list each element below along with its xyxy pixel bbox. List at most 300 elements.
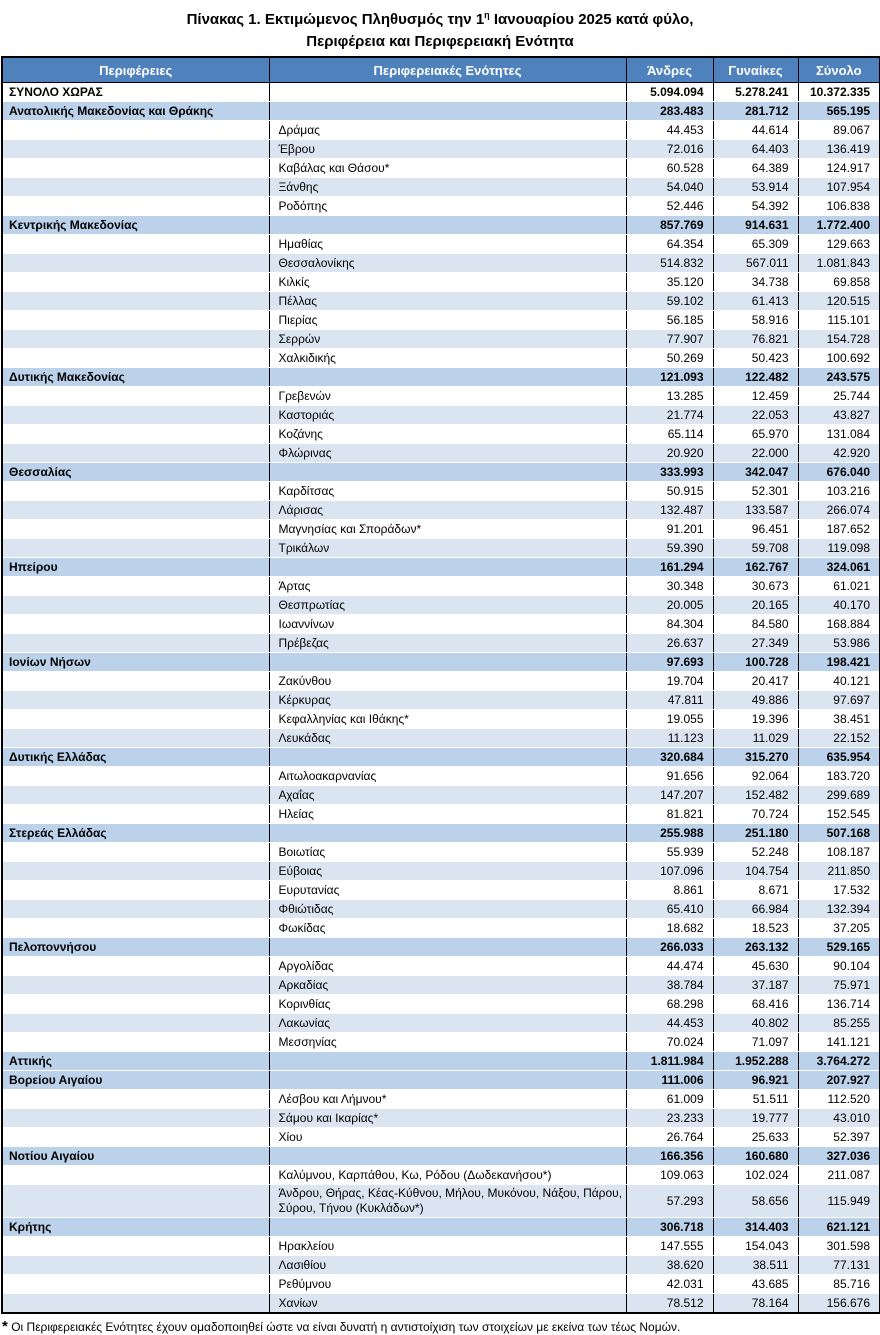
unit-row <box>2 520 880 539</box>
females-value-cell: 22.053 <box>713 406 798 425</box>
unit-name-cell <box>269 368 626 387</box>
table-title <box>0 0 880 53</box>
total-value-cell: 529.165 <box>798 938 880 957</box>
unit-row <box>2 976 880 995</box>
females-value-cell: 71.097 <box>713 1033 798 1052</box>
unit-name-cell <box>269 558 626 577</box>
total-value-cell: 61.021 <box>798 577 880 596</box>
total-value-cell: 112.520 <box>798 1090 880 1109</box>
unit-name-cell: Ξάνθης <box>269 178 626 197</box>
region-name-cell: ΣΥΝΟΛΟ ΧΩΡΑΣ <box>2 83 269 102</box>
unit-row <box>2 254 880 273</box>
males-value-cell: 147.207 <box>626 786 713 805</box>
males-value-cell: 5.094.094 <box>626 83 713 102</box>
unit-row <box>2 349 880 368</box>
females-value-cell: 45.630 <box>713 957 798 976</box>
unit-row <box>2 634 880 653</box>
males-value-cell: 77.907 <box>626 330 713 349</box>
region-name-cell <box>2 1294 269 1314</box>
unit-name-cell: Χαλκιδικής <box>269 349 626 368</box>
total-row <box>2 83 880 102</box>
females-value-cell: 152.482 <box>713 786 798 805</box>
males-value-cell: 514.832 <box>626 254 713 273</box>
females-value-cell: 51.511 <box>713 1090 798 1109</box>
total-value-cell: 89.067 <box>798 121 880 140</box>
unit-name-cell <box>269 748 626 767</box>
region-name-cell: Δυτικής Μακεδονίας <box>2 368 269 387</box>
total-value-cell: 156.676 <box>798 1294 880 1314</box>
females-value-cell: 92.064 <box>713 767 798 786</box>
females-value-cell: 8.671 <box>713 881 798 900</box>
region-name-cell <box>2 140 269 159</box>
region-name-cell <box>2 330 269 349</box>
females-value-cell: 1.952.288 <box>713 1052 798 1071</box>
unit-name-cell: Ευρυτανίας <box>269 881 626 900</box>
region-name-cell <box>2 159 269 178</box>
males-value-cell: 20.005 <box>626 596 713 615</box>
region-name-cell <box>2 786 269 805</box>
unit-row <box>2 995 880 1014</box>
total-value-cell: 198.421 <box>798 653 880 672</box>
region-row <box>2 1052 880 1071</box>
unit-name-cell: Ζακύνθου <box>269 672 626 691</box>
region-name-cell <box>2 900 269 919</box>
region-name-cell <box>2 957 269 976</box>
unit-row <box>2 444 880 463</box>
unit-row <box>2 1014 880 1033</box>
region-row <box>2 558 880 577</box>
unit-row <box>2 615 880 634</box>
females-value-cell: 66.984 <box>713 900 798 919</box>
males-value-cell: 78.512 <box>626 1294 713 1314</box>
unit-row <box>2 1109 880 1128</box>
unit-name-cell: Πέλλας <box>269 292 626 311</box>
unit-row <box>2 1090 880 1109</box>
unit-name-cell <box>269 463 626 482</box>
unit-name-cell: Πρέβεζας <box>269 634 626 653</box>
total-value-cell: 152.545 <box>798 805 880 824</box>
unit-name-cell: Τρικάλων <box>269 539 626 558</box>
region-name-cell <box>2 178 269 197</box>
title-line-1: Πίνακας 1. Εκτιμώμενος Πληθυσμός την $1^\eta$ Ιανουαρίου 2025 κατά φύλο, <box>186 10 694 28</box>
males-value-cell: 121.093 <box>626 368 713 387</box>
females-value-cell: 567.011 <box>713 254 798 273</box>
region-name-cell <box>2 881 269 900</box>
unit-name-cell: Αρκαδίας <box>269 976 626 995</box>
females-value-cell: 5.278.241 <box>713 83 798 102</box>
table-body <box>2 83 880 1314</box>
females-value-cell: 27.349 <box>713 634 798 653</box>
unit-name-cell: Πιερίας <box>269 311 626 330</box>
unit-row <box>2 425 880 444</box>
unit-name-cell: Καλύμνου, Καρπάθου, Κω, Ρόδου (Δωδεκανήσου*) <box>269 1166 626 1185</box>
total-value-cell: 243.575 <box>798 368 880 387</box>
region-name-cell <box>2 1128 269 1147</box>
region-name-cell: Αττικής <box>2 1052 269 1071</box>
unit-name-cell: Καρδίτσας <box>269 482 626 501</box>
females-value-cell: 59.708 <box>713 539 798 558</box>
total-value-cell: 10.372.335 <box>798 83 880 102</box>
unit-row <box>2 159 880 178</box>
females-value-cell: 37.187 <box>713 976 798 995</box>
males-value-cell: 11.123 <box>626 729 713 748</box>
footnote <box>2 1319 880 1335</box>
total-value-cell: 97.697 <box>798 691 880 710</box>
total-value-cell: 106.838 <box>798 197 880 216</box>
females-value-cell: 263.132 <box>713 938 798 957</box>
unit-row <box>2 767 880 786</box>
males-value-cell: 70.024 <box>626 1033 713 1052</box>
unit-row <box>2 786 880 805</box>
total-value-cell: 43.010 <box>798 1109 880 1128</box>
males-value-cell: 857.769 <box>626 216 713 235</box>
females-value-cell: 314.403 <box>713 1218 798 1237</box>
unit-name-cell: Καβάλας και Θάσου* <box>269 159 626 178</box>
females-value-cell: 11.029 <box>713 729 798 748</box>
superscript-eta: η <box>484 10 490 20</box>
total-value-cell: 327.036 <box>798 1147 880 1166</box>
unit-name-cell: Λέσβου και Λήμνου* <box>269 1090 626 1109</box>
region-name-cell <box>2 1033 269 1052</box>
males-value-cell: 23.233 <box>626 1109 713 1128</box>
males-value-cell: 266.033 <box>626 938 713 957</box>
total-value-cell: 85.255 <box>798 1014 880 1033</box>
total-value-cell: 676.040 <box>798 463 880 482</box>
males-value-cell: 147.555 <box>626 1237 713 1256</box>
region-name-cell <box>2 1237 269 1256</box>
total-value-cell: 25.744 <box>798 387 880 406</box>
females-value-cell: 78.164 <box>713 1294 798 1314</box>
region-name-cell <box>2 1014 269 1033</box>
males-value-cell: 111.006 <box>626 1071 713 1090</box>
unit-row <box>2 672 880 691</box>
unit-row <box>2 729 880 748</box>
total-value-cell: 120.515 <box>798 292 880 311</box>
region-name-cell: Κεντρικής Μακεδονίας <box>2 216 269 235</box>
total-value-cell: 211.850 <box>798 862 880 881</box>
total-value-cell: 141.121 <box>798 1033 880 1052</box>
unit-name-cell <box>269 83 626 102</box>
unit-name-cell: Έβρου <box>269 140 626 159</box>
females-value-cell: 58.656 <box>713 1185 798 1218</box>
region-row <box>2 216 880 235</box>
unit-name-cell: Σερρών <box>269 330 626 349</box>
females-value-cell: 133.587 <box>713 501 798 520</box>
total-value-cell: 90.104 <box>798 957 880 976</box>
header-row <box>2 57 880 83</box>
unit-name-cell: Κοζάνης <box>269 425 626 444</box>
region-row <box>2 1147 880 1166</box>
unit-row <box>2 539 880 558</box>
females-value-cell: 96.451 <box>713 520 798 539</box>
males-value-cell: 26.637 <box>626 634 713 653</box>
unit-name-cell: Γρεβενών <box>269 387 626 406</box>
region-name-cell <box>2 919 269 938</box>
females-value-cell: 100.728 <box>713 653 798 672</box>
total-value-cell: 37.205 <box>798 919 880 938</box>
total-value-cell: 85.716 <box>798 1275 880 1294</box>
males-value-cell: 57.293 <box>626 1185 713 1218</box>
region-row <box>2 1218 880 1237</box>
title-line-2: Περιφέρεια και Περιφερειακή Ενότητα <box>306 33 574 50</box>
females-value-cell: 38.511 <box>713 1256 798 1275</box>
males-value-cell: 161.294 <box>626 558 713 577</box>
region-row <box>2 1071 880 1090</box>
unit-row <box>2 311 880 330</box>
unit-name-cell: Άνδρου, Θήρας, Κέας-Κύθνου, Μήλου, Μυκόνου, Νάξου, Πάρου, Σύρου, Τήνου (Κυκλάδων*) <box>269 1185 626 1218</box>
total-value-cell: 75.971 <box>798 976 880 995</box>
total-value-cell: 507.168 <box>798 824 880 843</box>
region-name-cell <box>2 1185 269 1218</box>
unit-row <box>2 577 880 596</box>
unit-name-cell: Ηρακλείου <box>269 1237 626 1256</box>
total-value-cell: 132.394 <box>798 900 880 919</box>
total-value-cell: 183.720 <box>798 767 880 786</box>
region-name-cell <box>2 539 269 558</box>
unit-row <box>2 957 880 976</box>
females-value-cell: 20.165 <box>713 596 798 615</box>
males-value-cell: 91.656 <box>626 767 713 786</box>
males-value-cell: 26.764 <box>626 1128 713 1147</box>
total-value-cell: 107.954 <box>798 178 880 197</box>
females-value-cell: 96.921 <box>713 1071 798 1090</box>
females-value-cell: 12.459 <box>713 387 798 406</box>
females-value-cell: 65.309 <box>713 235 798 254</box>
males-value-cell: 59.390 <box>626 539 713 558</box>
col-header-females: Γυναίκες <box>713 57 798 83</box>
females-value-cell: 64.389 <box>713 159 798 178</box>
unit-name-cell: Λάρισας <box>269 501 626 520</box>
total-value-cell: 115.101 <box>798 311 880 330</box>
males-value-cell: 97.693 <box>626 653 713 672</box>
unit-name-cell: Κέρκυρας <box>269 691 626 710</box>
region-name-cell <box>2 501 269 520</box>
unit-name-cell: Χανίων <box>269 1294 626 1314</box>
females-value-cell: 104.754 <box>713 862 798 881</box>
females-value-cell: 52.248 <box>713 843 798 862</box>
males-value-cell: 333.993 <box>626 463 713 482</box>
unit-name-cell: Αργολίδας <box>269 957 626 976</box>
unit-name-cell: Ημαθίας <box>269 235 626 254</box>
region-name-cell: Πελοποννήσου <box>2 938 269 957</box>
region-row <box>2 653 880 672</box>
total-value-cell: 17.532 <box>798 881 880 900</box>
unit-row <box>2 881 880 900</box>
region-name-cell <box>2 596 269 615</box>
females-value-cell: 18.523 <box>713 919 798 938</box>
unit-row <box>2 710 880 729</box>
region-name-cell: Ανατολικής Μακεδονίας και Θράκης <box>2 102 269 121</box>
males-value-cell: 44.453 <box>626 121 713 140</box>
region-name-cell <box>2 1109 269 1128</box>
total-value-cell: 77.131 <box>798 1256 880 1275</box>
females-value-cell: 61.413 <box>713 292 798 311</box>
region-name-cell: Δυτικής Ελλάδας <box>2 748 269 767</box>
unit-name-cell: Σάμου και Ικαρίας* <box>269 1109 626 1128</box>
males-value-cell: 64.354 <box>626 235 713 254</box>
unit-name-cell: Λευκάδας <box>269 729 626 748</box>
unit-name-cell: Κεφαλληνίας και Ιθάκης* <box>269 710 626 729</box>
females-value-cell: 19.777 <box>713 1109 798 1128</box>
males-value-cell: 30.348 <box>626 577 713 596</box>
unit-name-cell <box>269 938 626 957</box>
males-value-cell: 21.774 <box>626 406 713 425</box>
total-value-cell: 40.121 <box>798 672 880 691</box>
males-value-cell: 60.528 <box>626 159 713 178</box>
unit-name-cell <box>269 1071 626 1090</box>
unit-row <box>2 178 880 197</box>
region-name-cell <box>2 121 269 140</box>
unit-name-cell: Λακωνίας <box>269 1014 626 1033</box>
unit-row <box>2 387 880 406</box>
males-value-cell: 52.446 <box>626 197 713 216</box>
females-value-cell: 281.712 <box>713 102 798 121</box>
unit-name-cell <box>269 102 626 121</box>
unit-name-cell: Ηλείας <box>269 805 626 824</box>
unit-name-cell: Αιτωλοακαρνανίας <box>269 767 626 786</box>
region-name-cell <box>2 615 269 634</box>
total-value-cell: 69.858 <box>798 273 880 292</box>
region-name-cell: Στερεάς Ελλάδας <box>2 824 269 843</box>
region-row <box>2 824 880 843</box>
total-value-cell: 1.081.843 <box>798 254 880 273</box>
region-name-cell <box>2 767 269 786</box>
total-value-cell: 131.084 <box>798 425 880 444</box>
region-row <box>2 463 880 482</box>
unit-row <box>2 691 880 710</box>
region-name-cell <box>2 197 269 216</box>
females-value-cell: 154.043 <box>713 1237 798 1256</box>
females-value-cell: 162.767 <box>713 558 798 577</box>
unit-name-cell: Δράμας <box>269 121 626 140</box>
region-name-cell <box>2 976 269 995</box>
unit-name-cell: Λασιθίου <box>269 1256 626 1275</box>
region-name-cell <box>2 311 269 330</box>
total-value-cell: 1.772.400 <box>798 216 880 235</box>
total-value-cell: 38.451 <box>798 710 880 729</box>
unit-row <box>2 273 880 292</box>
females-value-cell: 25.633 <box>713 1128 798 1147</box>
col-header-regional-units: Περιφερειακές Ενότητες <box>269 57 626 83</box>
unit-name-cell: Ρεθύμνου <box>269 1275 626 1294</box>
females-value-cell: 251.180 <box>713 824 798 843</box>
females-value-cell: 76.821 <box>713 330 798 349</box>
unit-name-cell: Αχαΐας <box>269 786 626 805</box>
unit-row <box>2 121 880 140</box>
unit-name-cell: Κιλκίς <box>269 273 626 292</box>
males-value-cell: 47.811 <box>626 691 713 710</box>
footnote-text: Οι Περιφερειακές Ενότητες έχουν ομαδοποιηθεί ώστε να είναι δυνατή η αντιστοίχιση των στοιχείων με εκείνα των τέως Νομών. <box>11 1320 681 1334</box>
region-name-cell <box>2 577 269 596</box>
total-value-cell: 266.074 <box>798 501 880 520</box>
females-value-cell: 49.886 <box>713 691 798 710</box>
region-name-cell <box>2 406 269 425</box>
males-value-cell: 91.201 <box>626 520 713 539</box>
unit-row <box>2 482 880 501</box>
males-value-cell: 320.684 <box>626 748 713 767</box>
total-value-cell: 129.663 <box>798 235 880 254</box>
total-value-cell: 187.652 <box>798 520 880 539</box>
unit-row <box>2 900 880 919</box>
unit-name-cell: Βοιωτίας <box>269 843 626 862</box>
females-value-cell: 54.392 <box>713 197 798 216</box>
unit-name-cell: Άρτας <box>269 577 626 596</box>
region-name-cell: Κρήτης <box>2 1218 269 1237</box>
males-value-cell: 8.861 <box>626 881 713 900</box>
region-name-cell <box>2 710 269 729</box>
region-name-cell <box>2 254 269 273</box>
unit-row <box>2 1185 880 1218</box>
region-name-cell <box>2 1090 269 1109</box>
unit-name-cell: Φωκίδας <box>269 919 626 938</box>
total-value-cell: 635.954 <box>798 748 880 767</box>
males-value-cell: 13.285 <box>626 387 713 406</box>
males-value-cell: 132.487 <box>626 501 713 520</box>
total-value-cell: 154.728 <box>798 330 880 349</box>
unit-name-cell: Φθιώτιδας <box>269 900 626 919</box>
unit-name-cell <box>269 824 626 843</box>
unit-name-cell <box>269 1052 626 1071</box>
unit-name-cell: Ροδόπης <box>269 197 626 216</box>
males-value-cell: 1.811.984 <box>626 1052 713 1071</box>
unit-row <box>2 843 880 862</box>
females-value-cell: 34.738 <box>713 273 798 292</box>
region-name-cell <box>2 425 269 444</box>
females-value-cell: 64.403 <box>713 140 798 159</box>
region-name-cell <box>2 672 269 691</box>
col-header-males: Άνδρες <box>626 57 713 83</box>
unit-name-cell: Κορινθίας <box>269 995 626 1014</box>
females-value-cell: 65.970 <box>713 425 798 444</box>
total-value-cell: 43.827 <box>798 406 880 425</box>
females-value-cell: 68.416 <box>713 995 798 1014</box>
region-name-cell <box>2 235 269 254</box>
females-value-cell: 44.614 <box>713 121 798 140</box>
total-value-cell: 136.419 <box>798 140 880 159</box>
females-value-cell: 342.047 <box>713 463 798 482</box>
females-value-cell: 52.301 <box>713 482 798 501</box>
females-value-cell: 914.631 <box>713 216 798 235</box>
unit-name-cell: Θεσσαλονίκης <box>269 254 626 273</box>
unit-row <box>2 1166 880 1185</box>
males-value-cell: 109.063 <box>626 1166 713 1185</box>
region-row <box>2 748 880 767</box>
males-value-cell: 44.453 <box>626 1014 713 1033</box>
region-name-cell <box>2 1166 269 1185</box>
col-header-regions: Περιφέρειες <box>2 57 269 83</box>
total-value-cell: 168.884 <box>798 615 880 634</box>
region-name-cell: Ηπείρου <box>2 558 269 577</box>
unit-name-cell: Καστοριάς <box>269 406 626 425</box>
males-value-cell: 19.055 <box>626 710 713 729</box>
total-value-cell: 124.917 <box>798 159 880 178</box>
males-value-cell: 306.718 <box>626 1218 713 1237</box>
unit-name-cell: Ιωαννίνων <box>269 615 626 634</box>
total-value-cell: 40.170 <box>798 596 880 615</box>
females-value-cell: 19.396 <box>713 710 798 729</box>
total-value-cell: 42.920 <box>798 444 880 463</box>
males-value-cell: 50.269 <box>626 349 713 368</box>
total-value-cell: 100.692 <box>798 349 880 368</box>
region-row <box>2 938 880 957</box>
males-value-cell: 54.040 <box>626 178 713 197</box>
females-value-cell: 70.724 <box>713 805 798 824</box>
males-value-cell: 50.915 <box>626 482 713 501</box>
males-value-cell: 44.474 <box>626 957 713 976</box>
males-value-cell: 20.920 <box>626 444 713 463</box>
region-name-cell <box>2 862 269 881</box>
females-value-cell: 40.802 <box>713 1014 798 1033</box>
